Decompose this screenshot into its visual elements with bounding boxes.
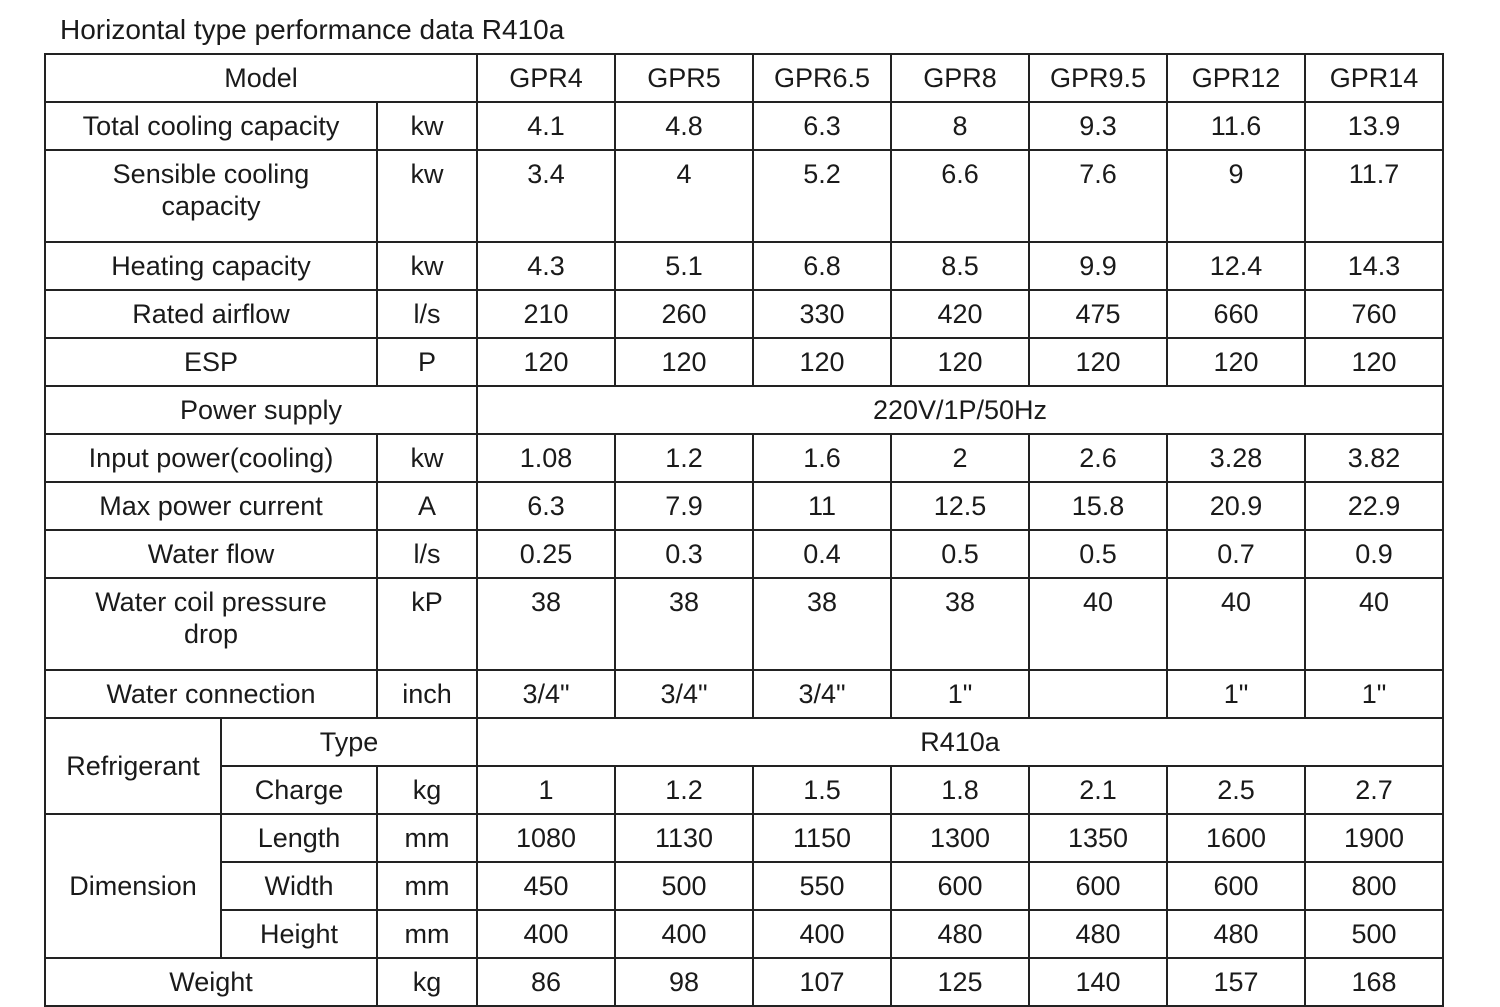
table-cell: 480 [891, 910, 1029, 958]
table-cell: 125 [891, 958, 1029, 1006]
table-cell: 420 [891, 290, 1029, 338]
row-label: Width [221, 862, 377, 910]
table-cell: 3.4 [477, 150, 615, 242]
model-header: GPR9.5 [1029, 54, 1167, 102]
row-label-line: capacity [161, 191, 261, 221]
table-cell: 2.7 [1305, 766, 1443, 814]
table-cell: 8.5 [891, 242, 1029, 290]
model-header: GPR4 [477, 54, 615, 102]
row-label: Power supply [45, 386, 477, 434]
table-cell: 157 [1167, 958, 1305, 1006]
table-row [45, 290, 1443, 338]
table-cell: 40 [1305, 578, 1443, 670]
row-unit: kw [377, 434, 477, 482]
row-unit: mm [377, 862, 477, 910]
table-cell: 9.3 [1029, 102, 1167, 150]
table-cell: 4.8 [615, 102, 753, 150]
table-cell: 3/4" [753, 670, 891, 718]
table-cell: 107 [753, 958, 891, 1006]
table-cell: 140 [1029, 958, 1167, 1006]
table-cell: 9.9 [1029, 242, 1167, 290]
table-cell: 9 [1167, 150, 1305, 242]
row-unit: P [377, 338, 477, 386]
row-label: Max power current [45, 482, 377, 530]
table-cell: 500 [615, 862, 753, 910]
row-label-line: drop [183, 619, 239, 649]
table-cell: 1" [891, 670, 1029, 718]
table-row [45, 578, 1443, 670]
table-cell: 0.5 [891, 530, 1029, 578]
table-cell: 1900 [1305, 814, 1443, 862]
row-label: Charge [221, 766, 377, 814]
row-unit: kg [377, 766, 477, 814]
table-row [45, 102, 1443, 150]
table-cell: 11 [753, 482, 891, 530]
table-cell: 600 [1167, 862, 1305, 910]
table-cell: 6.8 [753, 242, 891, 290]
table-cell: 480 [1167, 910, 1305, 958]
row-label: Water flow [45, 530, 377, 578]
table-cell: 22.9 [1305, 482, 1443, 530]
table-cell: 600 [891, 862, 1029, 910]
table-cell: 1600 [1167, 814, 1305, 862]
table-row [45, 434, 1443, 482]
table-cell: 1.08 [477, 434, 615, 482]
table-cell: 6.3 [753, 102, 891, 150]
table-cell: 1080 [477, 814, 615, 862]
row-unit: A [377, 482, 477, 530]
table-row [45, 150, 1443, 242]
table-cell: 760 [1305, 290, 1443, 338]
table-cell: 550 [753, 862, 891, 910]
row-unit: l/s [377, 530, 477, 578]
row-label: Total cooling capacity [45, 102, 377, 150]
table-row [45, 766, 1443, 814]
table-cell: 400 [615, 910, 753, 958]
table-cell: 2.1 [1029, 766, 1167, 814]
table-cell: 38 [891, 578, 1029, 670]
table-cell: 1.6 [753, 434, 891, 482]
model-label: Model [45, 54, 477, 102]
row-label-line: Sensible cooling [112, 159, 310, 189]
table-cell: 120 [753, 338, 891, 386]
table-row [45, 718, 1443, 766]
table-cell: 13.9 [1305, 102, 1443, 150]
table-cell: 15.8 [1029, 482, 1167, 530]
table-cell: 3.28 [1167, 434, 1305, 482]
row-label: Water connection [45, 670, 377, 718]
table-cell: 11.6 [1167, 102, 1305, 150]
table-cell [1029, 670, 1167, 718]
table-row [45, 338, 1443, 386]
table-cell: 4.3 [477, 242, 615, 290]
row-unit: mm [377, 910, 477, 958]
row-unit: kP [377, 578, 477, 670]
table-cell: 5.1 [615, 242, 753, 290]
model-header: GPR12 [1167, 54, 1305, 102]
table-cell: 120 [1305, 338, 1443, 386]
table-cell: 1.2 [615, 766, 753, 814]
performance-table [44, 53, 1444, 1007]
table-cell: 660 [1167, 290, 1305, 338]
table-row [45, 958, 1443, 1006]
table-cell: 450 [477, 862, 615, 910]
table-cell: 4 [615, 150, 753, 242]
table-cell: 14.3 [1305, 242, 1443, 290]
model-header: GPR8 [891, 54, 1029, 102]
table-cell: 7.9 [615, 482, 753, 530]
table-cell: 120 [615, 338, 753, 386]
table-cell: 12.4 [1167, 242, 1305, 290]
table-cell: 8 [891, 102, 1029, 150]
table-cell: 6.6 [891, 150, 1029, 242]
model-header: GPR14 [1305, 54, 1443, 102]
table-cell: 1300 [891, 814, 1029, 862]
table-cell: 120 [477, 338, 615, 386]
table-cell: 475 [1029, 290, 1167, 338]
table-cell: 120 [1029, 338, 1167, 386]
table-cell: 38 [615, 578, 753, 670]
table-cell: 120 [891, 338, 1029, 386]
table-cell: 500 [1305, 910, 1443, 958]
table-cell: 0.5 [1029, 530, 1167, 578]
table-cell: 1" [1167, 670, 1305, 718]
table-cell: 1150 [753, 814, 891, 862]
table-cell: 0.4 [753, 530, 891, 578]
table-cell: 600 [1029, 862, 1167, 910]
group-label-dimension: Dimension [45, 814, 221, 958]
table-row [45, 814, 1443, 862]
row-unit: inch [377, 670, 477, 718]
table-cell: 400 [753, 910, 891, 958]
table-cell: 260 [615, 290, 753, 338]
table-cell: 1130 [615, 814, 753, 862]
table-cell: 98 [615, 958, 753, 1006]
table-cell: 120 [1167, 338, 1305, 386]
table-cell: 2.6 [1029, 434, 1167, 482]
table-row [45, 862, 1443, 910]
table-cell: 4.1 [477, 102, 615, 150]
table-cell: 5.2 [753, 150, 891, 242]
row-label: Rated airflow [45, 290, 377, 338]
table-cell: 38 [477, 578, 615, 670]
table-cell: 12.5 [891, 482, 1029, 530]
table-cell: 6.3 [477, 482, 615, 530]
row-label: Input power(cooling) [45, 434, 377, 482]
table-row [45, 910, 1443, 958]
table-cell: 7.6 [1029, 150, 1167, 242]
group-label-refrigerant: Refrigerant [45, 718, 221, 814]
table-cell: 11.7 [1305, 150, 1443, 242]
table-cell: 1.8 [891, 766, 1029, 814]
table-cell: 1.2 [615, 434, 753, 482]
header-row [45, 54, 1443, 102]
table-cell: 3.82 [1305, 434, 1443, 482]
row-label: Weight [45, 958, 377, 1006]
row-label: ESP [45, 338, 377, 386]
table-cell: 168 [1305, 958, 1443, 1006]
row-label [45, 578, 377, 670]
model-header: GPR6.5 [753, 54, 891, 102]
table-cell: R410a [477, 718, 1443, 766]
table-cell: 2 [891, 434, 1029, 482]
row-label: Heating capacity [45, 242, 377, 290]
row-label: Height [221, 910, 377, 958]
table-cell: 220V/1P/50Hz [477, 386, 1443, 434]
row-unit: mm [377, 814, 477, 862]
table-cell: 1350 [1029, 814, 1167, 862]
row-label [45, 150, 377, 242]
row-label: Length [221, 814, 377, 862]
table-cell: 40 [1029, 578, 1167, 670]
row-unit: kw [377, 242, 477, 290]
table-row [45, 530, 1443, 578]
table-cell: 210 [477, 290, 615, 338]
page-title: Horizontal type performance data R410a [60, 14, 565, 45]
row-unit: kg [377, 958, 477, 1006]
model-header: GPR5 [615, 54, 753, 102]
table-cell: 1 [477, 766, 615, 814]
table-cell: 800 [1305, 862, 1443, 910]
table-cell: 20.9 [1167, 482, 1305, 530]
table-cell: 330 [753, 290, 891, 338]
row-unit: l/s [377, 290, 477, 338]
table-row [45, 242, 1443, 290]
row-label: Type [221, 718, 477, 766]
table-row [45, 670, 1443, 718]
table-cell: 3/4" [477, 670, 615, 718]
table-cell: 40 [1167, 578, 1305, 670]
table-cell: 2.5 [1167, 766, 1305, 814]
table-cell: 3/4" [615, 670, 753, 718]
table-row [45, 386, 1443, 434]
table-cell: 0.25 [477, 530, 615, 578]
table-cell: 1.5 [753, 766, 891, 814]
table-cell: 0.9 [1305, 530, 1443, 578]
table-cell: 38 [753, 578, 891, 670]
row-unit: kw [377, 102, 477, 150]
table-cell: 400 [477, 910, 615, 958]
table-cell: 86 [477, 958, 615, 1006]
table-row [45, 482, 1443, 530]
table-cell: 480 [1029, 910, 1167, 958]
table-cell: 0.7 [1167, 530, 1305, 578]
table-cell: 1" [1305, 670, 1443, 718]
row-unit: kw [377, 150, 477, 242]
table-cell: 0.3 [615, 530, 753, 578]
row-label-line: Water coil pressure [95, 587, 327, 617]
